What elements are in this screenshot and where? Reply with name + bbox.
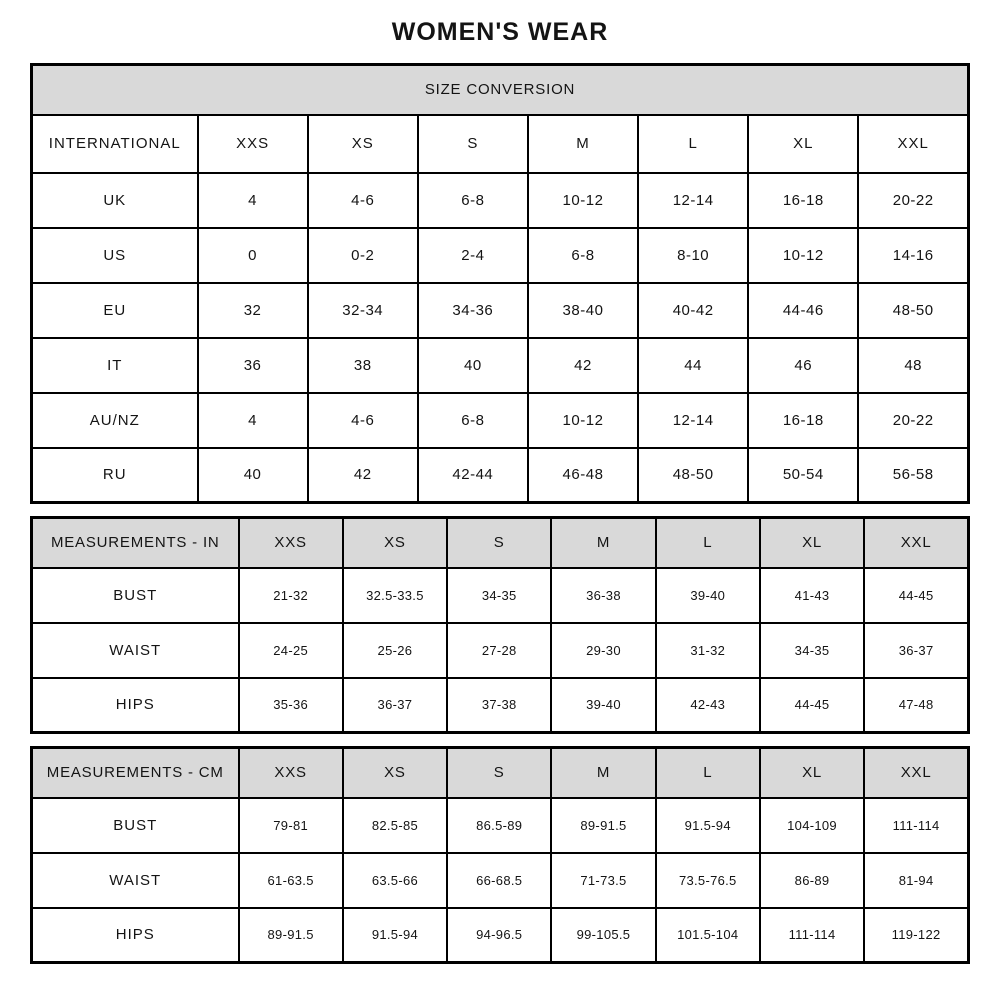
table-cell: 14-16 — [858, 228, 968, 283]
column-header-m: M — [551, 518, 655, 568]
table-cell: 36-37 — [864, 623, 968, 678]
row-label: UK — [32, 173, 198, 228]
table-cell: 12-14 — [638, 173, 748, 228]
table-cell: 4 — [198, 173, 308, 228]
table-cell: 10-12 — [528, 173, 638, 228]
table-cell: 34-35 — [447, 568, 551, 623]
size-conversion-header: SIZE CONVERSION — [32, 65, 969, 115]
row-label: BUST — [32, 568, 239, 623]
table-cell: 50-54 — [748, 448, 858, 503]
table-cell: 81-94 — [864, 853, 968, 908]
table-cell: 36-37 — [343, 678, 447, 733]
table-cell: 41-43 — [760, 568, 864, 623]
table-cell: 71-73.5 — [551, 853, 655, 908]
table-cell: 48-50 — [638, 448, 748, 503]
row-label: EU — [32, 283, 198, 338]
table-cell: 24-25 — [239, 623, 343, 678]
table-cell: 86-89 — [760, 853, 864, 908]
row-label: BUST — [32, 798, 239, 853]
table-cell: 4 — [198, 393, 308, 448]
column-header-xl: XL — [760, 748, 864, 798]
row-label: US — [32, 228, 198, 283]
table-cell: 47-48 — [864, 678, 968, 733]
table-cell: 40 — [418, 338, 528, 393]
column-header-l: L — [638, 115, 748, 173]
table-cell: 39-40 — [656, 568, 760, 623]
row-label: IT — [32, 338, 198, 393]
table-cell: 32 — [198, 283, 308, 338]
table-cell: 39-40 — [551, 678, 655, 733]
column-header-xxl: XXL — [858, 115, 968, 173]
column-header-m: M — [528, 115, 638, 173]
table-row-it — [32, 338, 969, 393]
table-cell: 36 — [198, 338, 308, 393]
table-cell: 10-12 — [748, 228, 858, 283]
table-cell: 46 — [748, 338, 858, 393]
column-header-xl: XL — [748, 115, 858, 173]
table-cell: 101.5-104 — [656, 908, 760, 963]
table-row-hips-in — [32, 678, 969, 733]
table-row-uk — [32, 173, 969, 228]
column-header-xxl: XXL — [864, 748, 968, 798]
table-cell: 111-114 — [760, 908, 864, 963]
table-cell: 44-46 — [748, 283, 858, 338]
table-cell: 91.5-94 — [656, 798, 760, 853]
table-cell: 6-8 — [528, 228, 638, 283]
table-row-ru — [32, 448, 969, 503]
table-cell: 99-105.5 — [551, 908, 655, 963]
column-header-xxs: XXS — [239, 748, 343, 798]
measurements-in-header: MEASUREMENTS - IN — [32, 518, 239, 568]
table-cell: 40-42 — [638, 283, 748, 338]
table-cell: 66-68.5 — [447, 853, 551, 908]
table-cell: 20-22 — [858, 173, 968, 228]
table-cell: 34-35 — [760, 623, 864, 678]
table-cell: 86.5-89 — [447, 798, 551, 853]
table-cell: 31-32 — [656, 623, 760, 678]
table-cell: 91.5-94 — [343, 908, 447, 963]
table-cell: 20-22 — [858, 393, 968, 448]
table-cell: 38 — [308, 338, 418, 393]
table-cell: 42 — [528, 338, 638, 393]
column-header-xs: XS — [308, 115, 418, 173]
table-cell: 21-32 — [239, 568, 343, 623]
table-row-hips-cm — [32, 908, 969, 963]
table-cell: 61-63.5 — [239, 853, 343, 908]
table-cell: 37-38 — [447, 678, 551, 733]
column-header-row — [32, 518, 969, 568]
table-cell: 42-44 — [418, 448, 528, 503]
table-cell: 44-45 — [760, 678, 864, 733]
table-cell: 35-36 — [239, 678, 343, 733]
table-cell: 32.5-33.5 — [343, 568, 447, 623]
column-header-l: L — [656, 748, 760, 798]
table-cell: 89-91.5 — [239, 908, 343, 963]
table-cell: 111-114 — [864, 798, 968, 853]
row-label: HIPS — [32, 678, 239, 733]
table-cell: 10-12 — [528, 393, 638, 448]
size-conversion-table — [30, 63, 970, 504]
table-cell: 82.5-85 — [343, 798, 447, 853]
row-label: WAIST — [32, 853, 239, 908]
page-title: WOMEN'S WEAR — [391, 18, 609, 46]
column-header-xxs: XXS — [198, 115, 308, 173]
column-header-xs: XS — [343, 518, 447, 568]
table-cell: 0-2 — [308, 228, 418, 283]
table-row-bust-in — [32, 568, 969, 623]
table-cell: 63.5-66 — [343, 853, 447, 908]
column-header-s: S — [418, 115, 528, 173]
row-label: AU/NZ — [32, 393, 198, 448]
table-cell: 42-43 — [656, 678, 760, 733]
table-cell: 2-4 — [418, 228, 528, 283]
column-header-international: INTERNATIONAL — [32, 115, 198, 173]
table-cell: 104-109 — [760, 798, 864, 853]
table-cell: 6-8 — [418, 173, 528, 228]
row-label: HIPS — [32, 908, 239, 963]
table-cell: 48-50 — [858, 283, 968, 338]
table-cell: 94-96.5 — [447, 908, 551, 963]
table-row-waist-in — [32, 623, 969, 678]
column-header-m: M — [551, 748, 655, 798]
table-cell: 32-34 — [308, 283, 418, 338]
table-cell: 8-10 — [638, 228, 748, 283]
table-cell: 34-36 — [418, 283, 528, 338]
column-header-l: L — [656, 518, 760, 568]
table-cell: 89-91.5 — [551, 798, 655, 853]
table-title-row — [32, 65, 969, 115]
table-cell: 16-18 — [748, 393, 858, 448]
table-cell: 79-81 — [239, 798, 343, 853]
column-header-xxs: XXS — [239, 518, 343, 568]
column-header-xs: XS — [343, 748, 447, 798]
measurements-cm-header: MEASUREMENTS - CM — [32, 748, 239, 798]
table-cell: 56-58 — [858, 448, 968, 503]
table-row-waist-cm — [32, 853, 969, 908]
measurements-in-table — [30, 516, 970, 734]
column-header-s: S — [447, 518, 551, 568]
table-cell: 25-26 — [343, 623, 447, 678]
row-label: RU — [32, 448, 198, 503]
column-header-xxl: XXL — [864, 518, 968, 568]
table-cell: 16-18 — [748, 173, 858, 228]
column-header-row — [32, 748, 969, 798]
column-header-xl: XL — [760, 518, 864, 568]
table-row-aunz — [32, 393, 969, 448]
table-cell: 119-122 — [864, 908, 968, 963]
row-label: WAIST — [32, 623, 239, 678]
table-cell: 46-48 — [528, 448, 638, 503]
table-cell: 4-6 — [308, 173, 418, 228]
table-cell: 44-45 — [864, 568, 968, 623]
column-header-s: S — [447, 748, 551, 798]
table-cell: 44 — [638, 338, 748, 393]
table-cell: 73.5-76.5 — [656, 853, 760, 908]
table-cell: 38-40 — [528, 283, 638, 338]
table-cell: 36-38 — [551, 568, 655, 623]
table-cell: 48 — [858, 338, 968, 393]
measurements-cm-table — [30, 746, 970, 964]
table-cell: 4-6 — [308, 393, 418, 448]
column-header-row — [32, 115, 969, 173]
table-cell: 40 — [198, 448, 308, 503]
table-cell: 42 — [308, 448, 418, 503]
table-cell: 29-30 — [551, 623, 655, 678]
table-cell: 27-28 — [447, 623, 551, 678]
table-row-eu — [32, 283, 969, 338]
table-cell: 12-14 — [638, 393, 748, 448]
table-cell: 0 — [198, 228, 308, 283]
table-cell: 6-8 — [418, 393, 528, 448]
table-row-us — [32, 228, 969, 283]
table-row-bust-cm — [32, 798, 969, 853]
